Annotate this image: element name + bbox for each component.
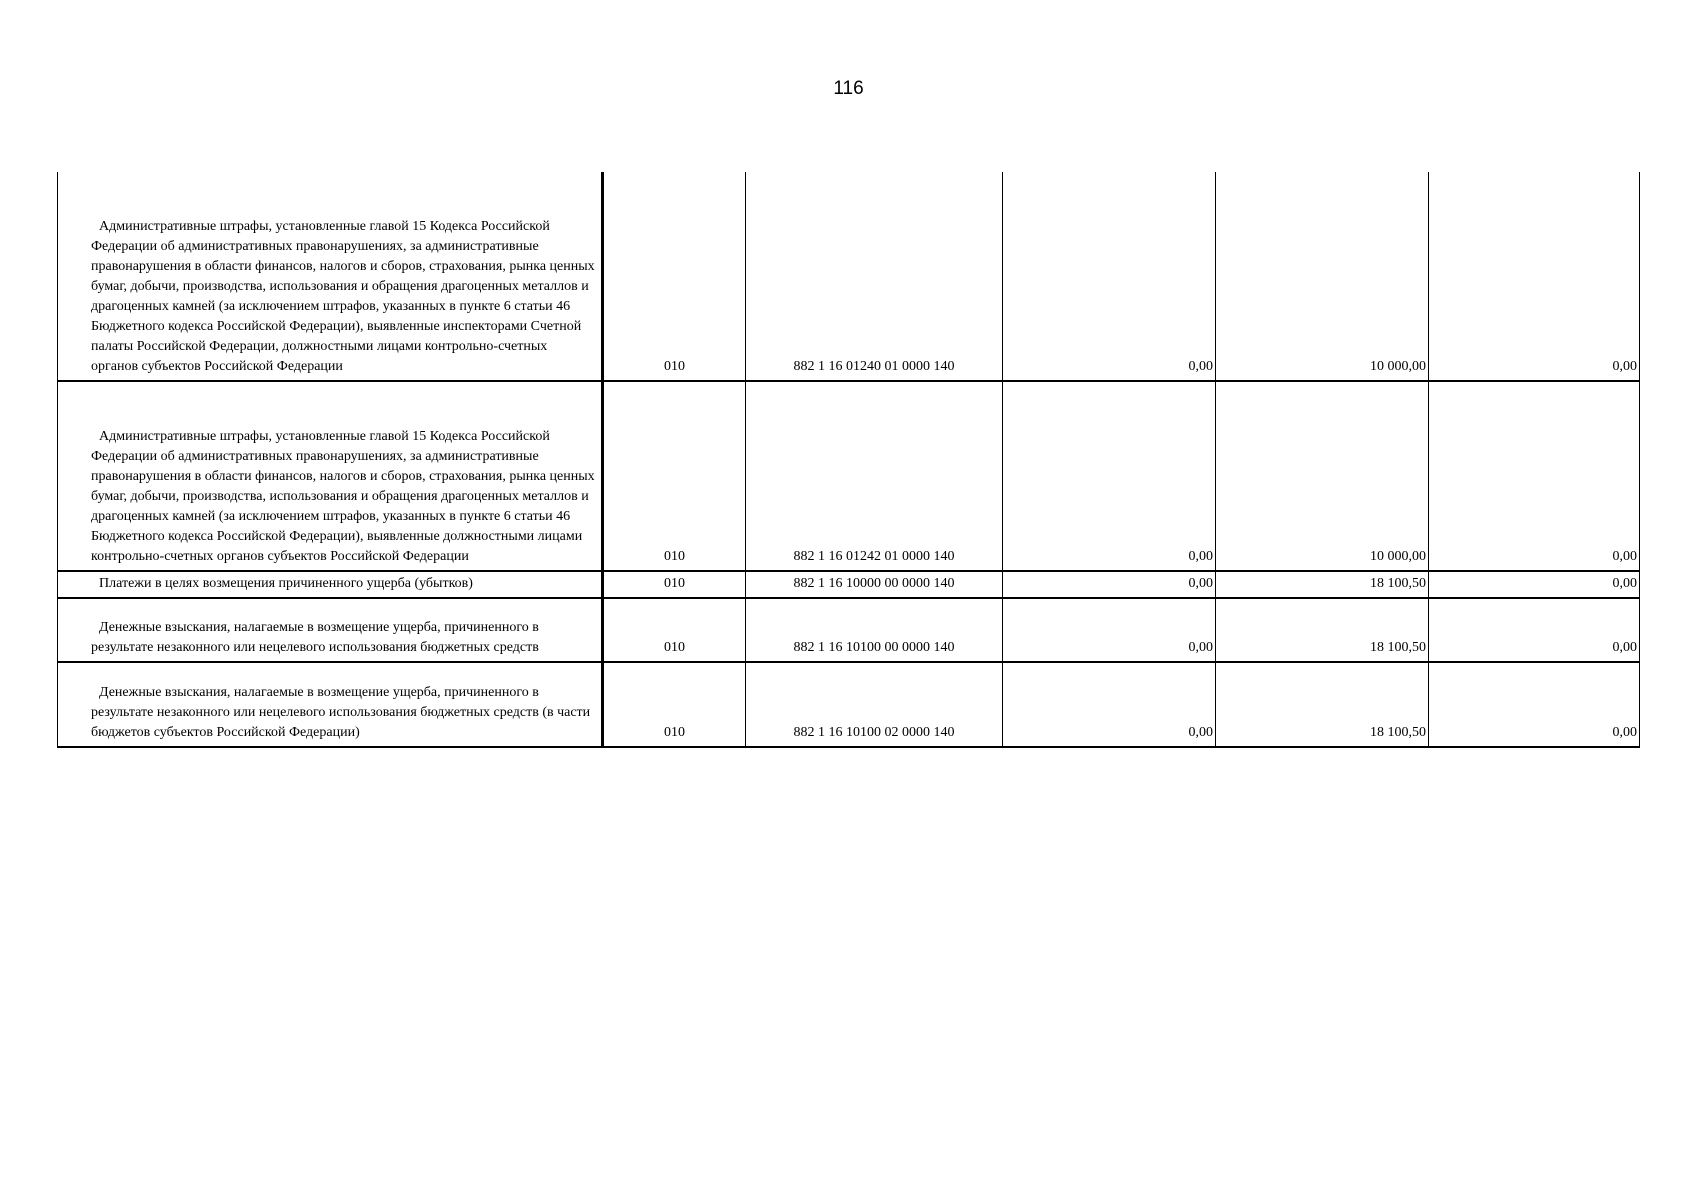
table-row <box>58 598 1640 662</box>
amount-cell: 0,00 <box>1429 381 1640 571</box>
amount-cell: 0,00 <box>1429 662 1640 747</box>
revenue-description: Платежи в целях возмещения причиненного ущерба (убытков) <box>58 571 603 598</box>
budget-classification-code: 882 1 16 01242 01 0000 140 <box>746 381 1003 571</box>
amount-cell: 0,00 <box>1429 598 1640 662</box>
budget-classification-code: 882 1 16 10100 00 0000 140 <box>746 598 1003 662</box>
revenue-description: Административные штрафы, установленные главой 15 Кодекса Российской Федерации об административных правонарушениях, за административные правонарушения в области финансов, налогов и сборов, страхования, рынка ценных бумаг, добычи, производства, использования и обращения драгоценных металлов и драгоценных камней (за исключением штрафов, указанных в пункте 6 статьи 46 Бюджетного кодекса Российской Федерации), выявленные инспекторами Счетной палаты Российской Федерации, должностными лицами контрольно-счетных органов субъектов Российской Федерации <box>58 172 603 381</box>
table-row <box>58 172 1640 381</box>
budget-classification-code: 882 1 16 01240 01 0000 140 <box>746 172 1003 381</box>
amount-cell: 0,00 <box>1003 598 1216 662</box>
line-code: 010 <box>603 172 746 381</box>
line-code: 010 <box>603 662 746 747</box>
budget-classification-code: 882 1 16 10000 00 0000 140 <box>746 571 1003 598</box>
amount-cell: 0,00 <box>1429 571 1640 598</box>
amount-cell: 18 100,50 <box>1216 598 1429 662</box>
amount-cell: 0,00 <box>1003 571 1216 598</box>
amount-cell: 10 000,00 <box>1216 381 1429 571</box>
amount-cell: 18 100,50 <box>1216 662 1429 747</box>
budget-classification-code: 882 1 16 10100 02 0000 140 <box>746 662 1003 747</box>
revenue-description: Денежные взыскания, налагаемые в возмещение ущерба, причиненного в результате незаконного или нецелевого использования бюджетных средств (в части бюджетов субъектов Российской Федерации) <box>58 662 603 747</box>
table-row <box>58 381 1640 571</box>
page-number: 116 <box>833 78 864 99</box>
budget-revenue-table <box>57 172 1640 748</box>
line-code: 010 <box>603 571 746 598</box>
amount-cell: 0,00 <box>1003 381 1216 571</box>
line-code: 010 <box>603 598 746 662</box>
amount-cell: 0,00 <box>1429 172 1640 381</box>
amount-cell: 18 100,50 <box>1216 571 1429 598</box>
table-row <box>58 571 1640 598</box>
amount-cell: 0,00 <box>1003 172 1216 381</box>
table-row <box>58 662 1640 747</box>
amount-cell: 10 000,00 <box>1216 172 1429 381</box>
amount-cell: 0,00 <box>1003 662 1216 747</box>
revenue-description: Административные штрафы, установленные главой 15 Кодекса Российской Федерации об административных правонарушениях, за административные правонарушения в области финансов, налогов и сборов, страхования, рынка ценных бумаг, добычи, производства, использования и обращения драгоценных металлов и драгоценных камней (за исключением штрафов, указанных в пункте 6 статьи 46 Бюджетного кодекса Российской Федерации), выявленные должностными лицами контрольно-счетных органов субъектов Российской Федерации <box>58 381 603 571</box>
line-code: 010 <box>603 381 746 571</box>
revenue-description: Денежные взыскания, налагаемые в возмещение ущерба, причиненного в результате незаконного или нецелевого использования бюджетных средств <box>58 598 603 662</box>
